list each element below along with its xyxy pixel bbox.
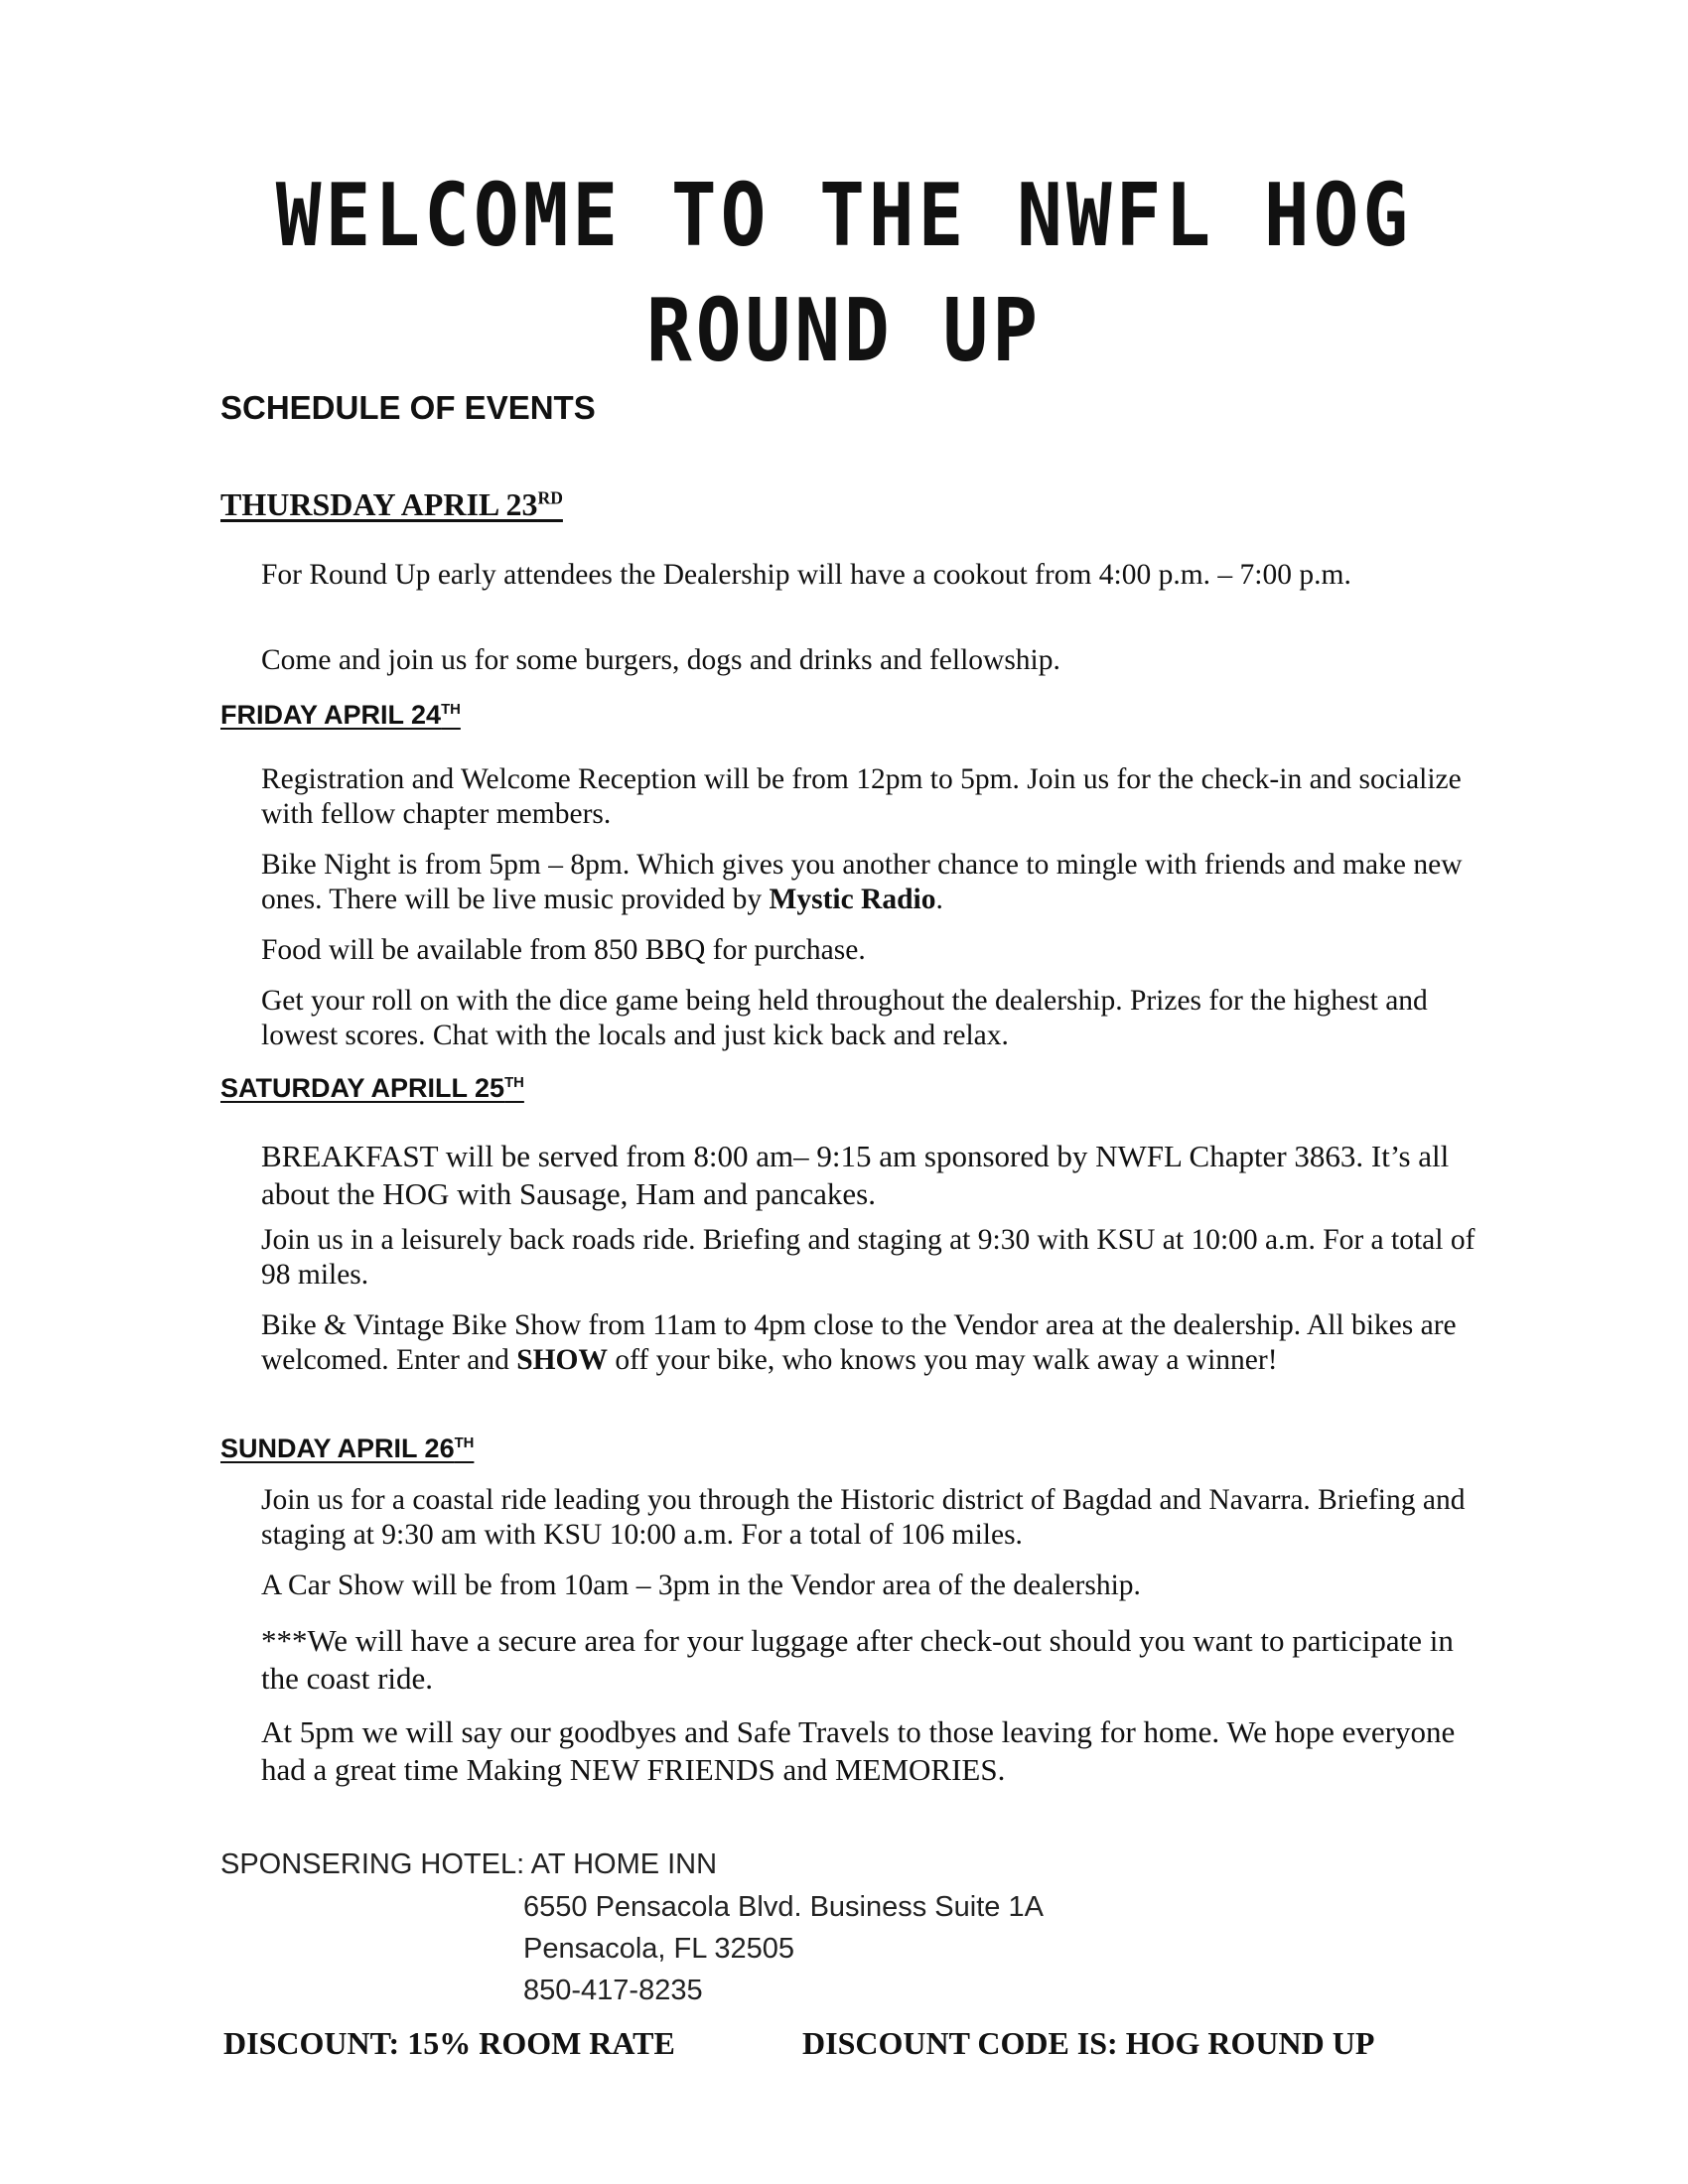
thursday-paragraph-1: For Round Up early attendees the Dealership will have a cookout from 4:00 p.m. – 7:00 p.m. [261,559,1351,591]
hotel-address-line-1: 6550 Pensacola Blvd. Business Suite 1A [523,1891,1044,1923]
show-emphasis: SHOW [516,1344,609,1376]
discount-rate: DISCOUNT: 15% ROOM RATE [223,2025,675,2061]
day-heading-saturday: SATURDAY APRILL 25TH [220,1073,524,1103]
sunday-paragraph-2: A Car Show will be from 10am – 3pm in the Vendor area of the dealership. [261,1570,1141,1601]
day-heading-friday: FRIDAY APRIL 24TH [220,700,461,730]
day-heading-thursday: THURSDAY APRIL 23RD [220,486,563,522]
sunday-paragraph-1: Join us for a coastal ride leading you through the Historic district of Bagdad and Navarra. Briefing and staging at 9:30 am with KSU 10:00 a.m. For a total of 106 miles. [261,1484,1466,1551]
title-line-2: ROUND UP [645,279,1043,381]
sponsoring-hotel-label: SPONSERING HOTEL: AT HOME INN [220,1848,718,1880]
day-heading-sunday: SUNDAY APRIL 26TH [220,1433,475,1463]
ordinal-suffix: TH [454,1435,475,1451]
saturday-paragraph-2: Join us in a leisurely back roads ride. Briefing and staging at 9:30 with KSU at 10:00 a.m. For a total of 98 miles. [261,1224,1476,1291]
hotel-address-line-2: Pensacola, FL 32505 [523,1933,795,1965]
schedule-heading: SCHEDULE OF EVENTS [220,389,596,426]
title-line-1: WELCOME TO THE NWFL HOG [275,164,1413,266]
thursday-paragraph-2: Come and join us for some burgers, dogs and drinks and fellowship. [261,644,1060,676]
saturday-paragraph-3: Bike & Vintage Bike Show from 11am to 4pm close to the Vendor area at the dealership. All bikes are welcomed. Enter and SHOW off your bike, who knows you may walk away a winner! [261,1309,1457,1376]
ordinal-suffix: RD [537,487,563,508]
friday-paragraph-2: Bike Night is from 5pm – 8pm. Which gives you another chance to mingle with friends and make new ones. There will be live music provided by Mystic Radio. [261,849,1463,915]
band-name: Mystic Radio [769,884,936,915]
sunday-paragraph-3: ***We will have a secure area for your luggage after check-out should you want to participate in the coast ride. [261,1623,1454,1696]
hotel-phone: 850-417-8235 [523,1975,703,2006]
ordinal-suffix: TH [441,702,461,718]
sunday-paragraph-4: At 5pm we will say our goodbyes and Safe Travels to those leaving for home. We hope everyone had a great time Making NEW FRIENDS and MEMORIES. [261,1714,1456,1787]
ordinal-suffix: TH [504,1075,524,1091]
friday-paragraph-1: Registration and Welcome Reception will be from 12pm to 5pm. Join us for the check-in and socialize with fellow chapter members. [261,763,1462,830]
friday-paragraph-4: Get your roll on with the dice game being held throughout the dealership. Prizes for the highest and lowest scores. Chat with the locals and just kick back and relax. [261,985,1428,1051]
discount-code: DISCOUNT CODE IS: HOG ROUND UP [802,2025,1375,2061]
saturday-paragraph-1: BREAKFAST will be served from 8:00 am– 9:15 am sponsored by NWFL Chapter 3863. It’s all about the HOG with Sausage, Ham and pancakes. [261,1139,1450,1211]
friday-paragraph-3: Food will be available from 850 BBQ for purchase. [261,934,866,966]
